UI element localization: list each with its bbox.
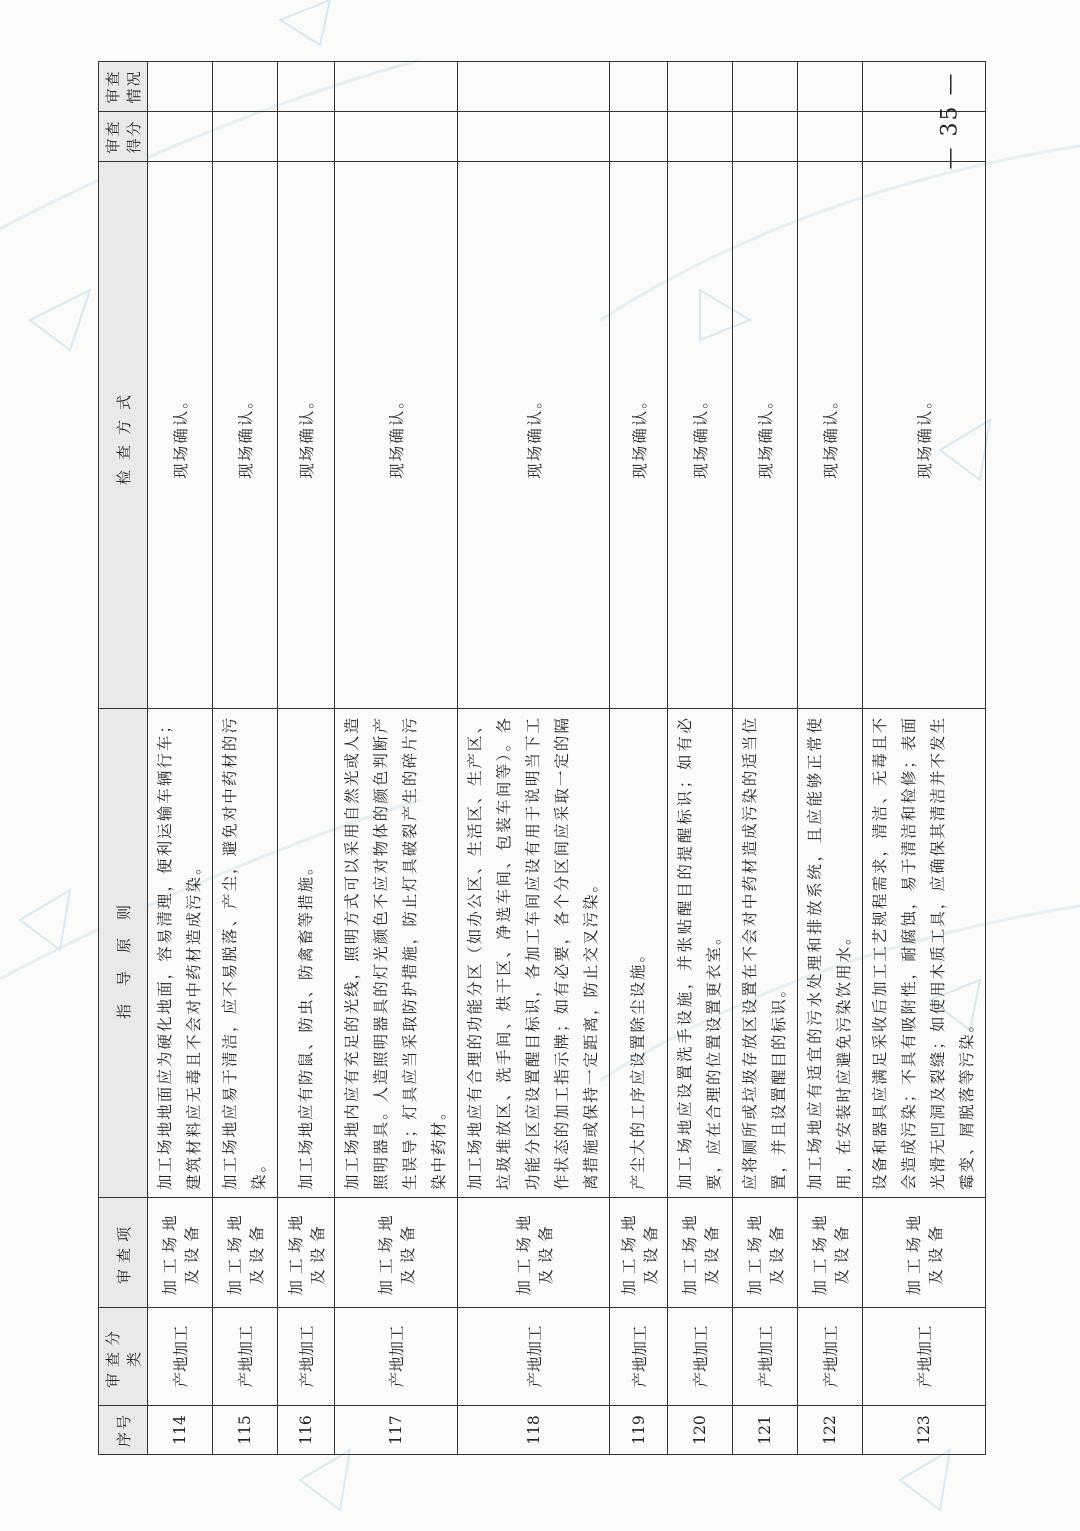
table-row <box>733 62 798 1455</box>
cell-method: 现场确认。 <box>610 162 668 709</box>
cell-status <box>458 62 610 112</box>
cell-num: 114 <box>148 1406 213 1455</box>
table-row <box>148 62 213 1455</box>
table-row <box>458 62 610 1455</box>
header-status: 审查情况 <box>99 62 148 112</box>
cell-num: 123 <box>863 1406 986 1455</box>
cell-guide: 产尘大的工序应设置除尘设施。 <box>610 709 668 1198</box>
cell-score <box>798 112 863 162</box>
cell-num: 121 <box>733 1406 798 1455</box>
cell-category: 产地加工 <box>148 1308 213 1406</box>
cell-num: 120 <box>668 1406 733 1455</box>
table-row <box>335 62 458 1455</box>
cell-guide: 加工场地应有合理的功能分区（如办公区、生活区、生产区、垃圾堆放区、洗手间、烘干区、净选车间、包装车间等）。各功能分区应设置醒目标识，各加工车间应设有用于说明当下工作状态的加工指示牌；如有必要，各个分区间应采取一定的隔离措施或保持一定距离，防止交叉污染。 <box>458 709 610 1198</box>
table-row <box>863 62 986 1455</box>
inspection-table <box>98 61 986 1455</box>
cell-guide: 加工场地应有防鼠、防虫、防禽畜等措施。 <box>278 709 335 1198</box>
cell-score <box>733 112 798 162</box>
table-row <box>213 62 278 1455</box>
cell-status <box>148 62 213 112</box>
cell-method: 现场确认。 <box>335 162 458 709</box>
cell-method: 现场确认。 <box>798 162 863 709</box>
cell-method: 现场确认。 <box>278 162 335 709</box>
header-num: 序号 <box>99 1406 148 1455</box>
header-method: 检查方式 <box>99 162 148 709</box>
header-item: 审查项 <box>99 1198 148 1308</box>
cell-score <box>458 112 610 162</box>
cell-guide: 设备和器具应满足采收后加工工艺规程需求，清洁、无毒且不会造成污染；不具有吸附性，耐腐蚀，易于清洁和检修；表面光滑无凹洞及裂缝；如使用木质工具，应确保其清洁并不发生霉变、屑脱落等污染。 <box>863 709 986 1198</box>
cell-item: 加工场地及设备 <box>733 1198 798 1308</box>
cell-method: 现场确认。 <box>733 162 798 709</box>
cell-method: 现场确认。 <box>148 162 213 709</box>
header-score: 审查得分 <box>99 112 148 162</box>
cell-item: 加工场地及设备 <box>610 1198 668 1308</box>
cell-item: 加工场地及设备 <box>798 1198 863 1308</box>
cell-num: 116 <box>278 1406 335 1455</box>
cell-status <box>335 62 458 112</box>
cell-category: 产地加工 <box>610 1308 668 1406</box>
cell-score <box>278 112 335 162</box>
cell-category: 产地加工 <box>278 1308 335 1406</box>
cell-guide: 加工场地应有适宜的污水处理和排放系统，且应能够正常使用，在安装时应避免污染饮用水。 <box>798 709 863 1198</box>
cell-status <box>733 62 798 112</box>
table-row <box>610 62 668 1455</box>
cell-status <box>668 62 733 112</box>
cell-category: 产地加工 <box>213 1308 278 1406</box>
cell-item: 加工场地及设备 <box>148 1198 213 1308</box>
cell-guide: 加工场地应设置洗手设施，并张贴醒目的提醒标识；如有必要，应在合理的位置设置更衣室。 <box>668 709 733 1198</box>
cell-num: 119 <box>610 1406 668 1455</box>
table-row <box>798 62 863 1455</box>
cell-item: 加工场地及设备 <box>458 1198 610 1308</box>
cell-method: 现场确认。 <box>668 162 733 709</box>
cell-num: 117 <box>335 1406 458 1455</box>
cell-method: 现场确认。 <box>213 162 278 709</box>
cell-method: 现场确认。 <box>863 162 986 709</box>
cell-guide: 加工场地地面应为硬化地面，容易清理，便利运输车辆行车；建筑材料应无毒且不会对中药材造成污染。 <box>148 709 213 1198</box>
cell-category: 产地加工 <box>335 1308 458 1406</box>
cell-score <box>213 112 278 162</box>
cell-item: 加工场地及设备 <box>668 1198 733 1308</box>
cell-score <box>610 112 668 162</box>
cell-status <box>610 62 668 112</box>
cell-guide: 加工场地应易于清洁，应不易脱落、产尘，避免对中药材的污染。 <box>213 709 278 1198</box>
header-category: 审查分类 <box>99 1308 148 1406</box>
cell-item: 加工场地及设备 <box>863 1198 986 1308</box>
cell-status <box>278 62 335 112</box>
cell-item: 加工场地及设备 <box>335 1198 458 1308</box>
cell-score <box>335 112 458 162</box>
cell-category: 产地加工 <box>733 1308 798 1406</box>
header-guide: 指导原则 <box>99 709 148 1198</box>
cell-num: 115 <box>213 1406 278 1455</box>
table-row <box>668 62 733 1455</box>
cell-status <box>213 62 278 112</box>
table-row <box>278 62 335 1455</box>
cell-category: 产地加工 <box>458 1308 610 1406</box>
cell-guide: 应将厕所或垃圾存放区设置在不会对中药材造成污染的适当位置，并且设置醒目的标识。 <box>733 709 798 1198</box>
cell-item: 加工场地及设备 <box>213 1198 278 1308</box>
page-number <box>930 60 970 180</box>
cell-status <box>798 62 863 112</box>
cell-num: 118 <box>458 1406 610 1455</box>
cell-method: 现场确认。 <box>458 162 610 709</box>
cell-item: 加工场地及设备 <box>278 1198 335 1308</box>
cell-score <box>148 112 213 162</box>
cell-score <box>668 112 733 162</box>
cell-category: 产地加工 <box>798 1308 863 1406</box>
cell-guide: 加工场地内应有充足的光线，照明方式可以采用自然光或人造照明器具。人造照明器具的灯光颜色不应对物体的颜色判断产生误导；灯具应当采取防护措施，防止灯具破裂产生的碎片污染中药材。 <box>335 709 458 1198</box>
page-number-text: — 35 — <box>937 71 963 169</box>
cell-category: 产地加工 <box>668 1308 733 1406</box>
cell-category: 产地加工 <box>863 1308 986 1406</box>
table-header-row <box>99 62 148 1455</box>
cell-num: 122 <box>798 1406 863 1455</box>
